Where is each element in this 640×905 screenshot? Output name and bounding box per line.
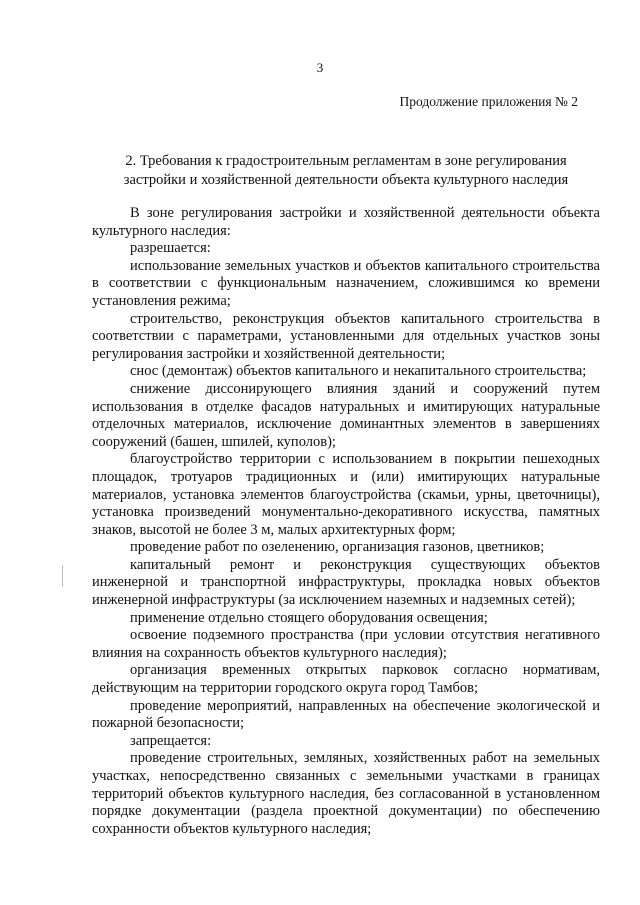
scan-margin-mark: [62, 565, 63, 587]
forbidden-label: запрещается:: [130, 732, 212, 749]
allowed-item: снижение диссонирующего влияния зданий и сооружений путем использования в отделке фасадов натуральных и имитирующих натуральные отделочных материалов, исключение доминантных элементов в завершениях сооружений (башен, шпилей, куполов);: [92, 380, 600, 450]
allowed-item: использование земельных участков и объектов капитального строительства в соответствии с функциональным назначением, сложившимся ко времени установления режима;: [92, 257, 600, 309]
allowed-item: снос (демонтаж) объектов капитального и некапитального строительства;: [130, 363, 587, 380]
allowed-item: проведение мероприятий, направленных на обеспечение экологической и пожарной безопасности;: [92, 697, 600, 732]
section-title-line-2: застройки и хозяйственной деятельности объекта культурного наследия: [123, 172, 569, 188]
forbidden-item: проведение строительных, земляных, хозяйственных работ на земельных участках, непосредственно связанных с земельными участками в границах территорий объектов культурного наследия, без согласованной в установленном порядке документации (раздела проектной документации) по обеспечению сохранности объектов культурного наследия;: [92, 750, 600, 837]
section-title-line-1: 2. Требования к градостроительным регламентам в зоне регулирования: [125, 153, 567, 169]
allowed-item: организация временных открытых парковок согласно нормативам, действующим на территории городского округа город Тамбов;: [92, 662, 600, 697]
allowed-item: строительство, реконструкция объектов капитального строительства в соответствии с параметрами, установленными для отдельных участков зоны регулирования застройки и хозяйственной деятельности;: [92, 310, 600, 362]
document-body: [92, 205, 600, 838]
allowed-item: капитальный ремонт и реконструкция существующих объектов инженерной и транспортной инфраструктуры, прокладка новых объектов инженерной инфраструктуры (за исключением наземных и надземных сетей);: [92, 556, 600, 609]
allowed-item: освоение подземного пространства (при условии отсутствия негативного влияния на сохранность объектов культурного наследия);: [92, 627, 600, 661]
intro-paragraph: В зоне регулирования застройки и хозяйственной деятельности объекта культурного наследия:: [92, 205, 600, 239]
allowed-item: применение отдельно стоящего оборудования освещения;: [130, 609, 488, 626]
allowed-item: благоустройство территории с использованием в покрытии пешеходных площадок, тротуаров традиционных и (или) имитирующих натуральные материалов, установка элементов благоустройства (скамьи, урны, цветочницы), установка произведений монументально-декоративного искусства, памятных знаков, высотой не более 3 м, малых архитектурных форм;: [92, 451, 600, 538]
appendix-continuation-note: Продолжение приложения № 2: [399, 94, 578, 109]
allowed-label: разрешается:: [130, 240, 211, 257]
section-title: [92, 152, 600, 190]
page-number: 3: [316, 60, 324, 75]
allowed-item: проведение работ по озеленению, организация газонов, цветников;: [130, 539, 545, 556]
